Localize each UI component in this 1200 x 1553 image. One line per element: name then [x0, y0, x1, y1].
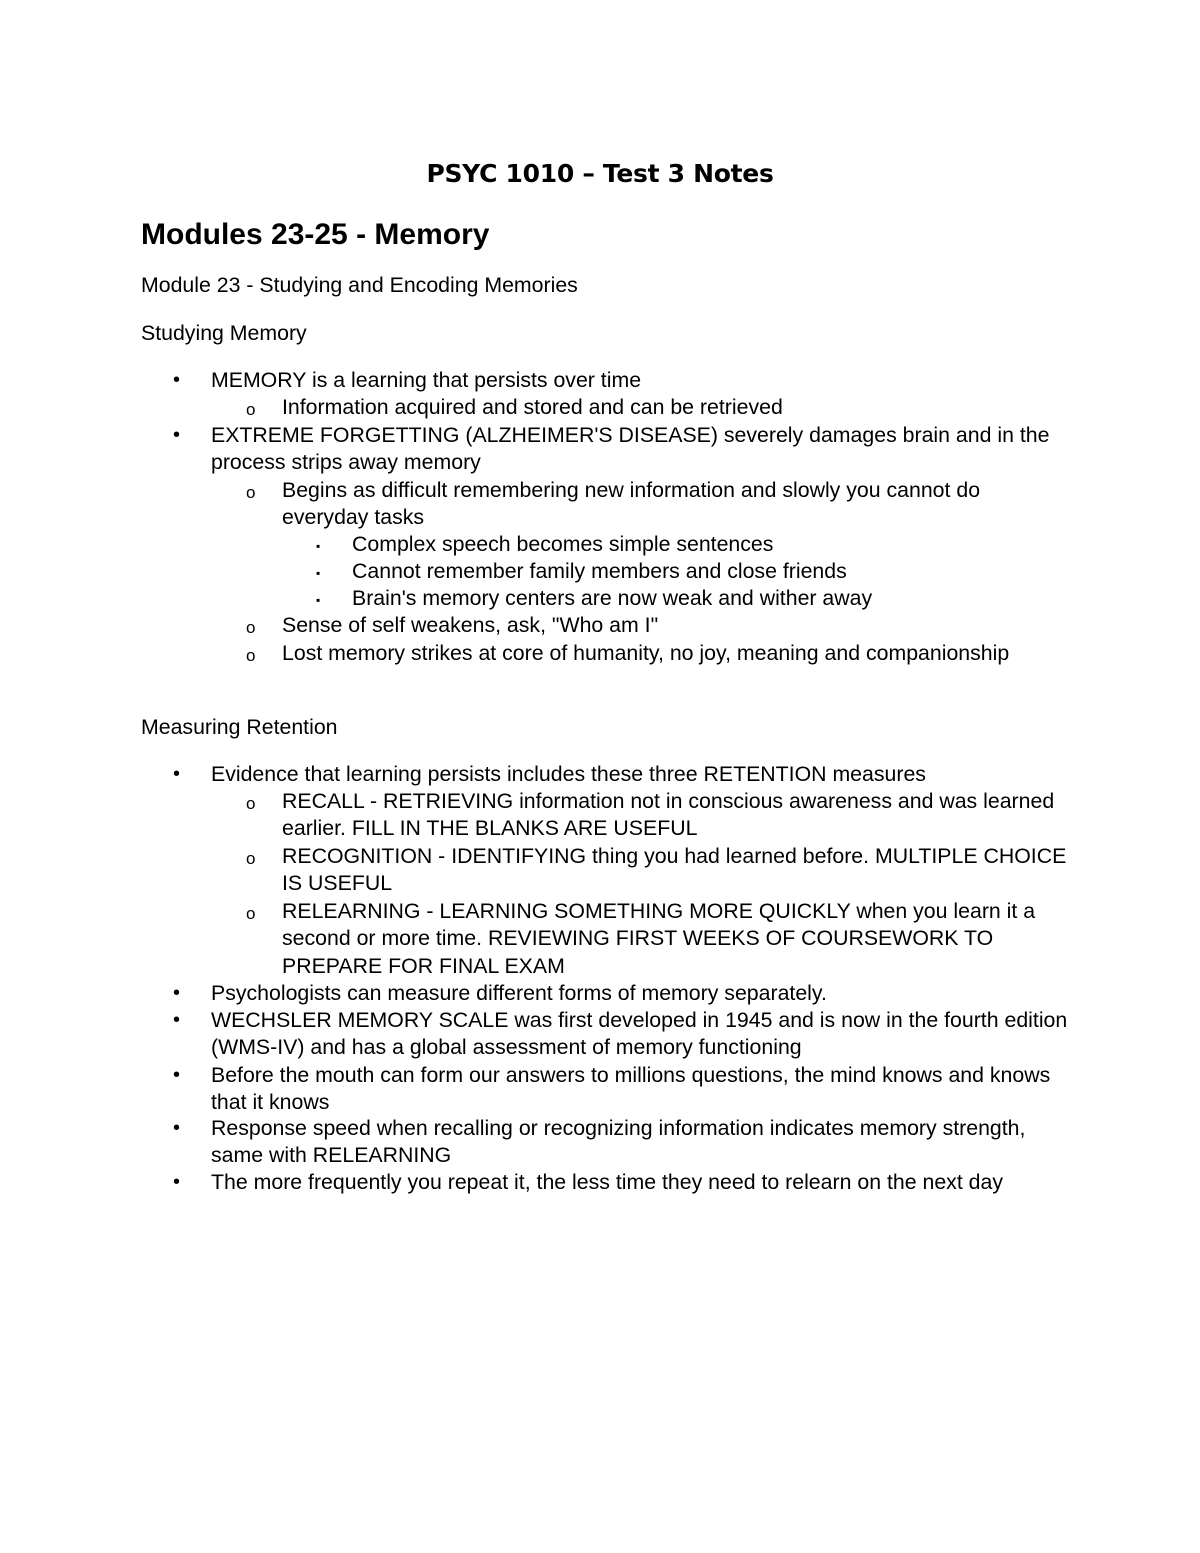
circle-bullet-icon: o [246, 618, 256, 637]
circle-bullet-icon: o [246, 400, 256, 419]
list-item: RELEARNING - LEARNING SOMETHING MORE QUICKLY when you learn it a second or more time. REVIEWING FIRST WEEKS OF COURSEWORK TO PREPARE FOR FINAL EXAM [282, 899, 1036, 978]
list-item: WECHSLER MEMORY SCALE was first developed in 1945 and is now in the fourth edition (WMS-IV) and has a global assessment of memory functioning [211, 1008, 1068, 1060]
bullet-icon: • [173, 1009, 181, 1031]
subheading-measuring-retention: Measuring Retention [141, 715, 338, 739]
list-item: Sense of self weakens, ask, "Who am I" [282, 613, 659, 637]
list-item: Begins as difficult remembering new information and slowly you cannot do everyday tasks [282, 478, 981, 530]
square-bullet-icon: ▪ [316, 566, 321, 580]
circle-bullet-icon: o [246, 794, 256, 813]
circle-bullet-icon: o [246, 904, 256, 923]
square-bullet-icon: ▪ [316, 593, 321, 607]
square-bullet-icon: ▪ [316, 539, 321, 553]
circle-bullet-icon: o [246, 849, 256, 868]
document-title: PSYC 1010 – Test 3 Notes [426, 159, 774, 188]
list-item: Lost memory strikes at core of humanity, no joy, meaning and companionship [282, 641, 1010, 665]
section-heading: Modules 23-25 - Memory [141, 218, 490, 251]
module-line: Module 23 - Studying and Encoding Memories [141, 273, 578, 297]
list-item: The more frequently you repeat it, the less time they need to relearn on the next day [211, 1170, 1003, 1194]
bullet-icon: • [173, 1064, 181, 1086]
list-item: Brain's memory centers are now weak and wither away [352, 586, 873, 610]
list-item: Complex speech becomes simple sentences [352, 532, 774, 556]
list-item: Response speed when recalling or recognizing information indicates memory strength, same with RELEARNING [211, 1116, 1026, 1168]
list-item: RECALL - RETRIEVING information not in conscious awareness and was learned earlier. FILL IN THE BLANKS ARE USEFUL [282, 789, 1055, 841]
circle-bullet-icon: o [246, 646, 256, 665]
list-item: MEMORY is a learning that persists over time [211, 368, 642, 392]
list-item: Evidence that learning persists includes these three RETENTION measures [211, 762, 926, 786]
bullet-icon: • [173, 424, 181, 446]
list-item: Information acquired and stored and can be retrieved [282, 395, 783, 419]
bullet-icon: • [173, 369, 181, 391]
subheading-studying-memory: Studying Memory [141, 321, 307, 345]
list-item: RECOGNITION - IDENTIFYING thing you had learned before. MULTIPLE CHOICE IS USEFUL [282, 844, 1067, 896]
list-item: Cannot remember family members and close friends [352, 559, 847, 583]
list-item: Psychologists can measure different forms of memory separately. [211, 981, 827, 1005]
bullet-icon: • [173, 982, 181, 1004]
bullet-icon: • [173, 763, 181, 785]
circle-bullet-icon: o [246, 483, 256, 502]
bullet-icon: • [173, 1117, 181, 1139]
list-item: EXTREME FORGETTING (ALZHEIMER'S DISEASE) severely damages brain and in the process strips away memory [211, 423, 1050, 475]
list-item: Before the mouth can form our answers to millions questions, the mind knows and knows that it knows [211, 1063, 1051, 1115]
bullet-icon: • [173, 1171, 181, 1193]
